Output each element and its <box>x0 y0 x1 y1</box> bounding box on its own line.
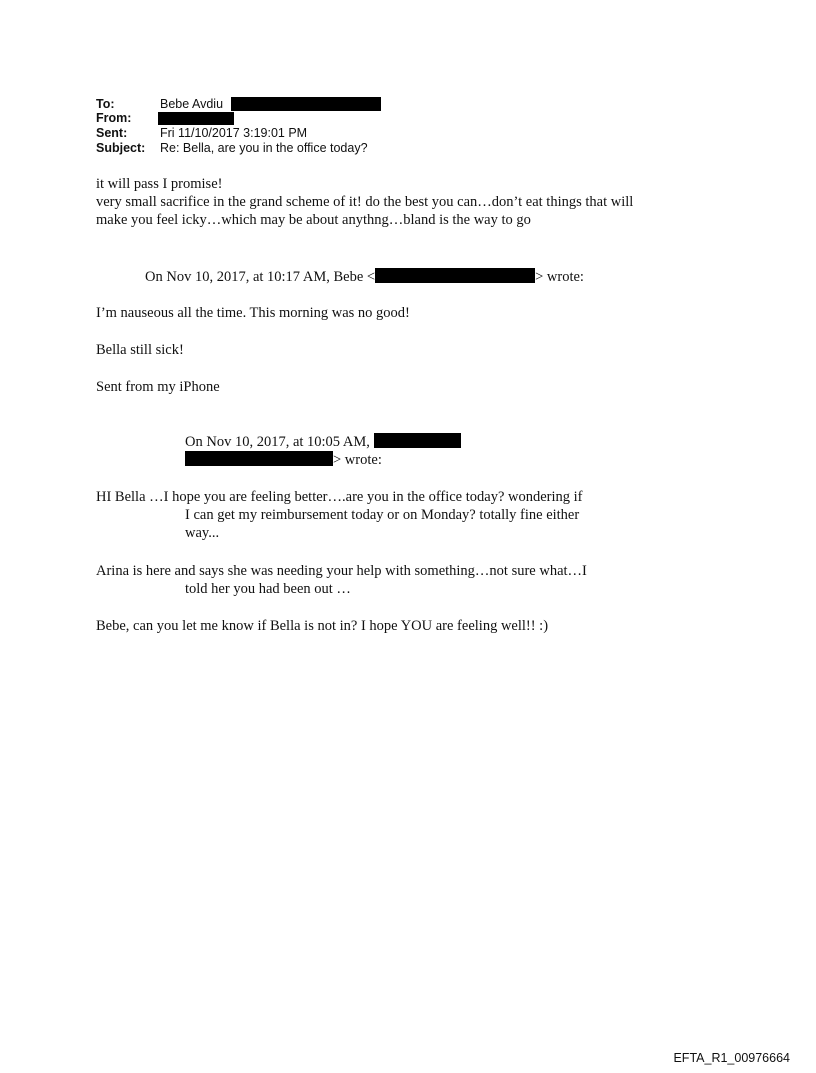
sent-value: Fri 11/10/2017 3:19:01 PM <box>160 126 308 140</box>
attribution-prefix: On Nov 10, 2017, at 10:17 AM, Bebe < <box>145 269 376 285</box>
redaction-from <box>158 112 234 125</box>
quote-attribution <box>185 433 461 451</box>
attribution-suffix: > wrote: <box>535 269 584 285</box>
sent-label: Sent: <box>96 126 128 140</box>
quote-paragraph: I can get my reimbursement today or on Monday? totally fine either <box>185 507 580 523</box>
quote-paragraph: Sent from my iPhone <box>96 379 220 395</box>
quote-paragraph: told her you had been out … <box>185 581 351 597</box>
redaction-to-address <box>231 97 381 111</box>
quote-paragraph: Arina is here and says she was needing your help with something…not sure what…I <box>96 563 587 579</box>
quote-paragraph: I’m nauseous all the time. This morning was no good! <box>96 305 410 321</box>
redaction-email <box>185 451 333 466</box>
from-label: From: <box>96 111 132 125</box>
subject-value: Re: Bella, are you in the office today? <box>160 141 368 155</box>
subject-label: Subject: <box>96 141 146 155</box>
to-value: Bebe Avdiu <box>160 97 224 111</box>
redaction-name <box>374 433 461 448</box>
message-line: very small sacrifice in the grand scheme of it! do the best you can…don’t eat things that will <box>96 194 634 210</box>
document-id: EFTA_R1_00976664 <box>673 1051 790 1065</box>
quote-paragraph: Bebe, can you let me know if Bella is not in? I hope YOU are feeling well!! :) <box>96 618 549 634</box>
quote-paragraph: HI Bella …I hope you are feeling better….are you in the office today? wondering if <box>96 489 583 505</box>
message-line: it will pass I promise! <box>96 176 223 192</box>
quote-paragraph: Bella still sick! <box>96 342 184 358</box>
attribution-line: On Nov 10, 2017, at 10:05 AM, <box>185 434 370 450</box>
quote-attribution <box>185 451 382 469</box>
redaction-email <box>375 268 535 283</box>
message-line: make you feel icky…which may be about anythng…bland is the way to go <box>96 212 531 228</box>
quote-attribution <box>145 268 584 286</box>
attribution-suffix: > wrote: <box>333 452 382 468</box>
to-label: To: <box>96 97 115 111</box>
quote-paragraph: way... <box>185 525 220 541</box>
